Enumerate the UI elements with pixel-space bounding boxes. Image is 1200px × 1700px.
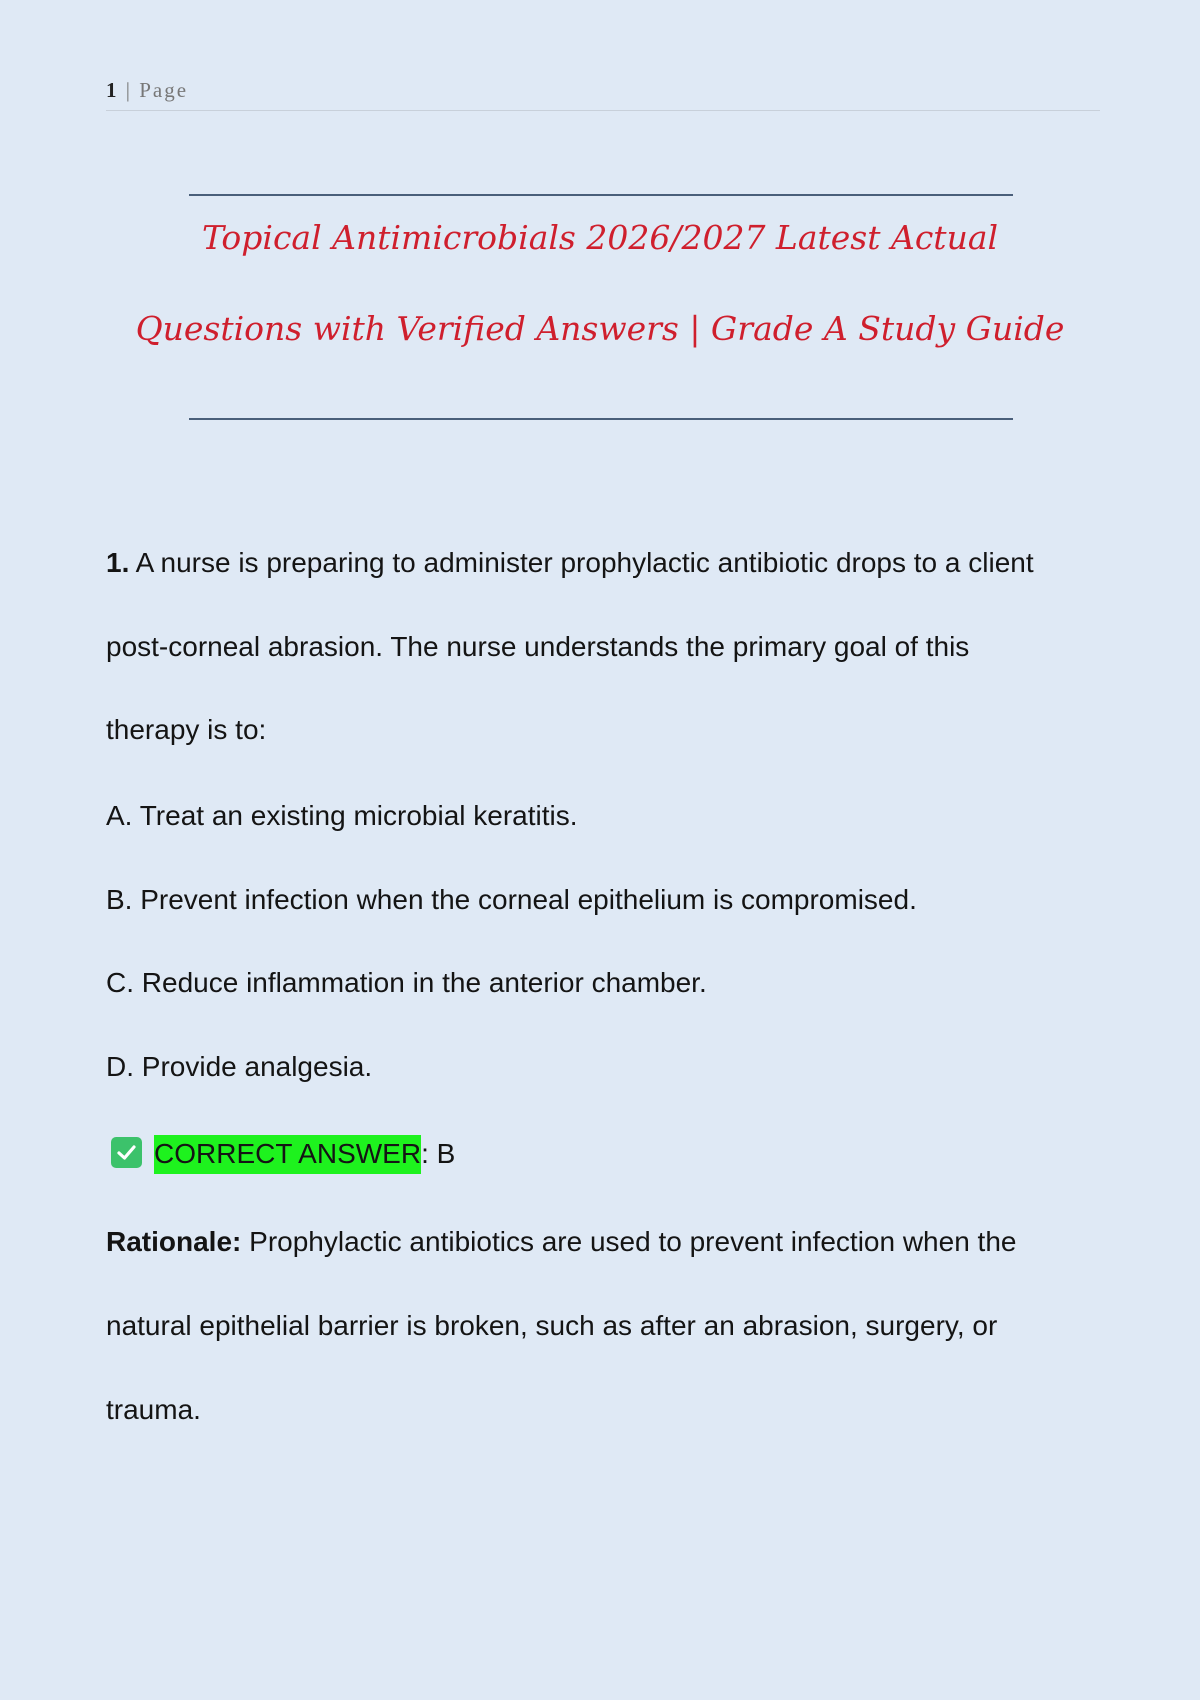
- correct-answer-label: CORRECT ANSWER: [154, 1135, 421, 1174]
- title-bottom-rule: [189, 418, 1013, 420]
- rationale-line-3: trauma.: [106, 1394, 201, 1425]
- option-a: A. Treat an existing microbial keratitis.: [106, 800, 578, 831]
- question-stem-text-1: A nurse is preparing to administer prophylactic antibiotic drops to a client: [135, 547, 1034, 578]
- correct-answer-value: : B: [421, 1138, 456, 1169]
- page-separator: |: [118, 78, 140, 102]
- document-title-line-2: Questions with Verified Answers | Grade A Study Guide: [135, 309, 1065, 348]
- rationale-text-1: Prophylactic antibiotics are used to prevent infection when the: [249, 1226, 1017, 1257]
- question-number: 1.: [106, 547, 130, 578]
- page-number: 1: [106, 78, 119, 102]
- rationale-label: Rationale:: [106, 1226, 242, 1257]
- option-b: B. Prevent infection when the corneal epithelium is compromised.: [106, 884, 917, 915]
- page-label: Page: [139, 78, 189, 102]
- option-d: D. Provide analgesia.: [106, 1051, 373, 1082]
- correct-answer-row: [106, 1134, 455, 1174]
- page-header: [106, 78, 1100, 111]
- question-stem-line-3: therapy is to:: [106, 714, 267, 745]
- question-stem-line-1: [106, 543, 1034, 583]
- check-box-icon: [111, 1137, 142, 1168]
- rationale-line-1: [106, 1222, 1016, 1262]
- option-c: C. Reduce inflammation in the anterior chamber.: [106, 967, 707, 998]
- document-title-line-1: Topical Antimicrobials 2026/2027 Latest Actual: [201, 218, 999, 257]
- question-stem-line-2: post-corneal abrasion. The nurse understands the primary goal of this: [106, 631, 970, 662]
- title-top-rule: [189, 194, 1013, 196]
- rationale-line-2: natural epithelial barrier is broken, such as after an abrasion, surgery, or: [106, 1310, 998, 1341]
